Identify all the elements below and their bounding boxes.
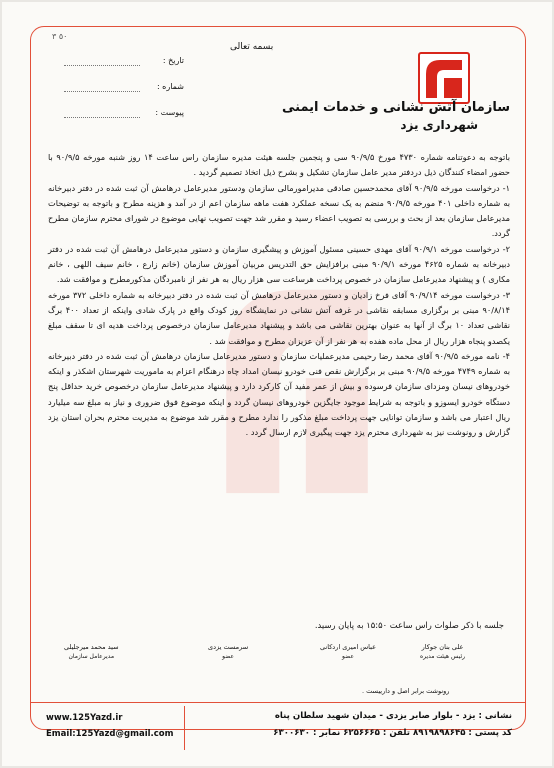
signer-title: عضو bbox=[342, 653, 354, 660]
signer-name: عباس امیری اردکانی bbox=[320, 643, 376, 651]
letter-sheet bbox=[2, 2, 552, 766]
attachment-line bbox=[64, 117, 140, 118]
signature-ceo bbox=[64, 642, 119, 662]
agenda-item-3: ۳- درخواست مورخه ۹۰/۹/۱۴ آقای فرخ زادیان و دستور مدیرعامل درهامش آن ثبت شده در دفتر دبیرخانه به شماره داخلی ۳۷۲ مورخه ۹۰/۸/۱۴ مبنی بر برگزاری مسابقه نقاشی در غرفه آتش نشانی در نمایشگاه روز کودک واقع در پارک شادی واینکه از تعداد ۴۰۰ برگ نقاشی تعداد ۱۰ برگ از آنها به عنوان بهترین نقاشی می باشد و پیشنهاد مدیرعامل سازمان درخصوص پرداخت هدیه ای تا سقف مبلغ یکصدو پنجاه هزار ریال از محل ماده هفده به هر نفر از آن عزیزان مطرح و موافقت شد . bbox=[48, 289, 510, 346]
cc-note: رونوشت برابر اصل و دارییست . bbox=[362, 687, 450, 695]
number-label: شماره : bbox=[156, 82, 184, 91]
org-title: سازمان آتش نشانی و خدمات ایمنی bbox=[281, 100, 510, 115]
footer-website-link[interactable]: www.125Yazd.ir bbox=[46, 713, 123, 723]
agenda-item-4: ۴- نامه مورخه ۹۰/۹/۵ آقای محمد رضا رحیمی مدیرعملیات سازمان و دستور مدیرعامل سازمان درهامش آن ثبت شده در دفتر دبیرخانه به شماره ۴۷۴۹ مورخه ۹۰/۹/۵ مبنی بر برگزارش نقص فنی خودرو نیسان امداد چاه درهنگام اعزام به ماموریت شهرستان اشکذر و اینکه خودروهای نیسان ومزدای سازمان فرسوده و بیش از عمر مفید آن کارکرد دارد و پیشنهاد مدیرعامل سازمان درخصوص خرید حداقل پنج دستگاه خودرو ایسوزو و باتوجه به شرایط موجود جایگزین خودروهای نیسان گردد و اینکه موضوع فوق ضروری و نیاز به مبلغ سه میلیارد ریال اعتبار می باشد و سازمان توانایی جهت پرداخت مبلغ مذکور را ندارد مطرح و مقرر شد موضوع به مدیریت محترم بحران استان یزد گزارش و رونوشت نیز به شهرداری محترم یزد جهت پیگیری لازم ارسال گردد . bbox=[48, 350, 510, 438]
footer-postal-phone: کد پستی : ۸۹۱۹۸۹۸۶۴۵ تلفن : ۶۲۵۶۶۶۵ نمابر : ۶۳۰۰۶۳۰ bbox=[273, 728, 512, 738]
footer-email-link[interactable]: Email:125Yazd@gmail.com bbox=[46, 729, 174, 739]
signer-name: سرمست یزدی bbox=[208, 643, 249, 651]
signature-member-1 bbox=[320, 642, 376, 662]
footer-divider bbox=[30, 702, 526, 703]
number-line bbox=[64, 91, 140, 92]
intro-paragraph: باتوجه به دعوتنامه شماره ۴۷۳۰ مورخ ۹۰/۹/۵ سی و پنجمین جلسه هیئت مدیره سازمان راس ساعت ۱۴ روز شنبه مورخه ۹۰/۹/۵ با حضور امضاء کنندگان ذیل دردفتر مدیر عامل سازمان تشکیل و بشرح ذیل اتخاذ تصمیم گردید . bbox=[48, 152, 510, 178]
bismillah: بسمه تعالی bbox=[230, 42, 274, 52]
signer-title: رئیس هیئت مدیره bbox=[420, 653, 466, 660]
signature-member-2 bbox=[208, 642, 248, 662]
footer-address: نشانی : یزد - بلوار صابر یزدی - میدان شهید سلطان پناه bbox=[274, 711, 512, 721]
org-subtitle: شهرداری یزد bbox=[400, 118, 478, 132]
attachment-label: پیوست : bbox=[155, 108, 184, 117]
signer-name: سید محمد میرجلیلی bbox=[64, 643, 119, 651]
signer-name: علی بنان جوکار bbox=[421, 643, 464, 651]
footer-vertical-divider bbox=[184, 706, 185, 750]
corner-marks: ٥٠ ٣ bbox=[52, 32, 68, 41]
footer-contact bbox=[273, 708, 512, 742]
closing-line: جلسه با ذکر صلوات راس ساعت ۱۵:۵۰ به پایان رسید. bbox=[314, 620, 504, 630]
agenda-item-2: ۲- درخواست مورخه ۹۰/۹/۱ آقای مهدی حسینی مسئول آموزش و پیشگیری سازمان و دستور مدیرعامل درهامش آن ثبت شده در دفتر دبیرخانه به شماره ۴۶۲۵ مورخه ۹۰/۹/۱ مبنی برافزایش حق التدریس مربیان آموزش سازمان (خانم زارع ، خانم سیف اللهی ، خانم مکاری ) و پیشنهاد مدیرعامل سازمان در خصوص پرداخت هرساعت سی هزار ریال به هر نفر از نامبردگان مذکورمطرح و موافقت شد. bbox=[48, 243, 511, 285]
signature-chairman bbox=[420, 642, 465, 662]
date-line bbox=[64, 65, 140, 66]
signer-title: مدیرعامل سازمان bbox=[68, 653, 115, 660]
letter-body bbox=[48, 150, 510, 441]
fire-department-logo bbox=[418, 52, 470, 104]
footer-web bbox=[46, 710, 173, 742]
agenda-item-1: ۱- درخواست مورخه ۹۰/۹/۵ آقای محمدحسین صادقی مدیرامورمالی سازمان ودستور مدیرعامل درهامش آن ثبت شده در دفتر دبیرخانه به شماره داخلی ۴۰۱ مورخه ۹۰/۹/۵ منضم به یک نسخه عملکرد هفت ماهه سازمان اعم از در آمد و هزینه مطرح و باتوجه به توضیحات مدیرعامل سازمان بعد از بحث و بررسی به تصویب اعضاء رسید و مقرر شد جهت تصویب نهایی موضوع در شورای محترم سازمان مطرح گردد. bbox=[48, 182, 510, 239]
signer-title: عضو bbox=[222, 653, 235, 660]
date-label: تاریخ : bbox=[162, 56, 184, 65]
